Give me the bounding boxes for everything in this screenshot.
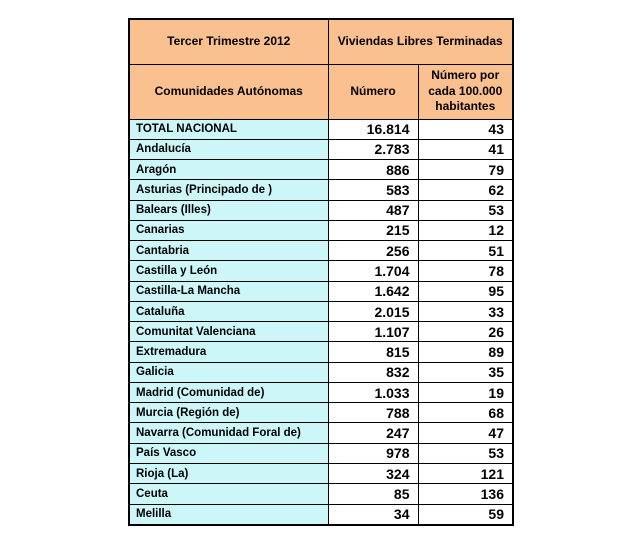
region-cell: País Vasco — [129, 443, 328, 463]
rate-cell: 62 — [418, 180, 513, 200]
region-cell: Aragón — [129, 160, 328, 180]
region-cell: Cataluña — [129, 301, 328, 321]
table-row — [129, 160, 513, 180]
table-row — [129, 139, 513, 159]
region-cell: Canarias — [129, 220, 328, 240]
rate-cell: 47 — [418, 423, 513, 443]
number-cell: 487 — [328, 200, 418, 220]
table-row — [129, 301, 513, 321]
table-row — [129, 403, 513, 423]
rate-cell: 78 — [418, 261, 513, 281]
region-cell: Andalucía — [129, 139, 328, 159]
housing-statistics-table — [128, 18, 514, 526]
number-cell: 1.033 — [328, 382, 418, 402]
rate-cell: 33 — [418, 301, 513, 321]
region-cell: TOTAL NACIONAL — [129, 119, 328, 139]
number-cell: 215 — [328, 220, 418, 240]
rate-cell: 19 — [418, 382, 513, 402]
number-cell: 1.107 — [328, 322, 418, 342]
rate-cell: 43 — [418, 119, 513, 139]
table-row — [129, 504, 513, 525]
region-cell: Rioja (La) — [129, 464, 328, 484]
region-column-header: Comunidades Autónomas — [129, 64, 328, 119]
number-column-header: Número — [328, 64, 418, 119]
rate-cell: 89 — [418, 342, 513, 362]
number-cell: 1.642 — [328, 281, 418, 301]
number-cell: 1.704 — [328, 261, 418, 281]
rate-cell: 26 — [418, 322, 513, 342]
table-row — [129, 484, 513, 504]
table-row — [129, 464, 513, 484]
number-cell: 2.015 — [328, 301, 418, 321]
number-cell: 886 — [328, 160, 418, 180]
rate-cell: 95 — [418, 281, 513, 301]
rate-column-header: Número por cada 100.000 habitantes — [418, 64, 513, 119]
number-cell: 85 — [328, 484, 418, 504]
region-cell: Navarra (Comunidad Foral de) — [129, 423, 328, 443]
region-cell: Ceuta — [129, 484, 328, 504]
number-cell: 16.814 — [328, 119, 418, 139]
rate-cell: 35 — [418, 362, 513, 382]
table-row — [129, 443, 513, 463]
period-header-cell: Tercer Trimestre 2012 — [129, 19, 328, 64]
table-row — [129, 322, 513, 342]
header-row-period — [129, 19, 513, 64]
table-row — [129, 261, 513, 281]
table-row — [129, 342, 513, 362]
rate-cell: 121 — [418, 464, 513, 484]
region-cell: Castilla-La Mancha — [129, 281, 328, 301]
region-cell: Comunitat Valenciana — [129, 322, 328, 342]
number-cell: 324 — [328, 464, 418, 484]
rate-cell: 68 — [418, 403, 513, 423]
table-row — [129, 220, 513, 240]
region-cell: Murcia (Región de) — [129, 403, 328, 423]
rate-cell: 12 — [418, 220, 513, 240]
number-cell: 256 — [328, 241, 418, 261]
region-cell: Extremadura — [129, 342, 328, 362]
rate-cell: 51 — [418, 241, 513, 261]
table-row — [129, 241, 513, 261]
number-cell: 815 — [328, 342, 418, 362]
number-cell: 832 — [328, 362, 418, 382]
table-row — [129, 382, 513, 402]
table-row — [129, 281, 513, 301]
number-cell: 2.783 — [328, 139, 418, 159]
number-cell: 978 — [328, 443, 418, 463]
header-row-columns — [129, 64, 513, 119]
table-row — [129, 423, 513, 443]
region-cell: Melilla — [129, 504, 328, 525]
rate-cell: 136 — [418, 484, 513, 504]
rate-cell: 79 — [418, 160, 513, 180]
region-cell: Balears (Illes) — [129, 200, 328, 220]
number-cell: 247 — [328, 423, 418, 443]
table-row — [129, 200, 513, 220]
rate-cell: 59 — [418, 504, 513, 525]
measure-header-cell: Viviendas Libres Terminadas — [328, 19, 513, 64]
region-cell: Castilla y León — [129, 261, 328, 281]
number-cell: 34 — [328, 504, 418, 525]
rate-cell: 41 — [418, 139, 513, 159]
table-row — [129, 362, 513, 382]
region-cell: Madrid (Comunidad de) — [129, 382, 328, 402]
number-cell: 583 — [328, 180, 418, 200]
number-cell: 788 — [328, 403, 418, 423]
table-row-total-nacional — [129, 119, 513, 139]
region-cell: Galicia — [129, 362, 328, 382]
rate-cell: 53 — [418, 443, 513, 463]
region-cell: Cantabria — [129, 241, 328, 261]
rate-cell: 53 — [418, 200, 513, 220]
region-cell: Asturias (Principado de ) — [129, 180, 328, 200]
table-row — [129, 180, 513, 200]
